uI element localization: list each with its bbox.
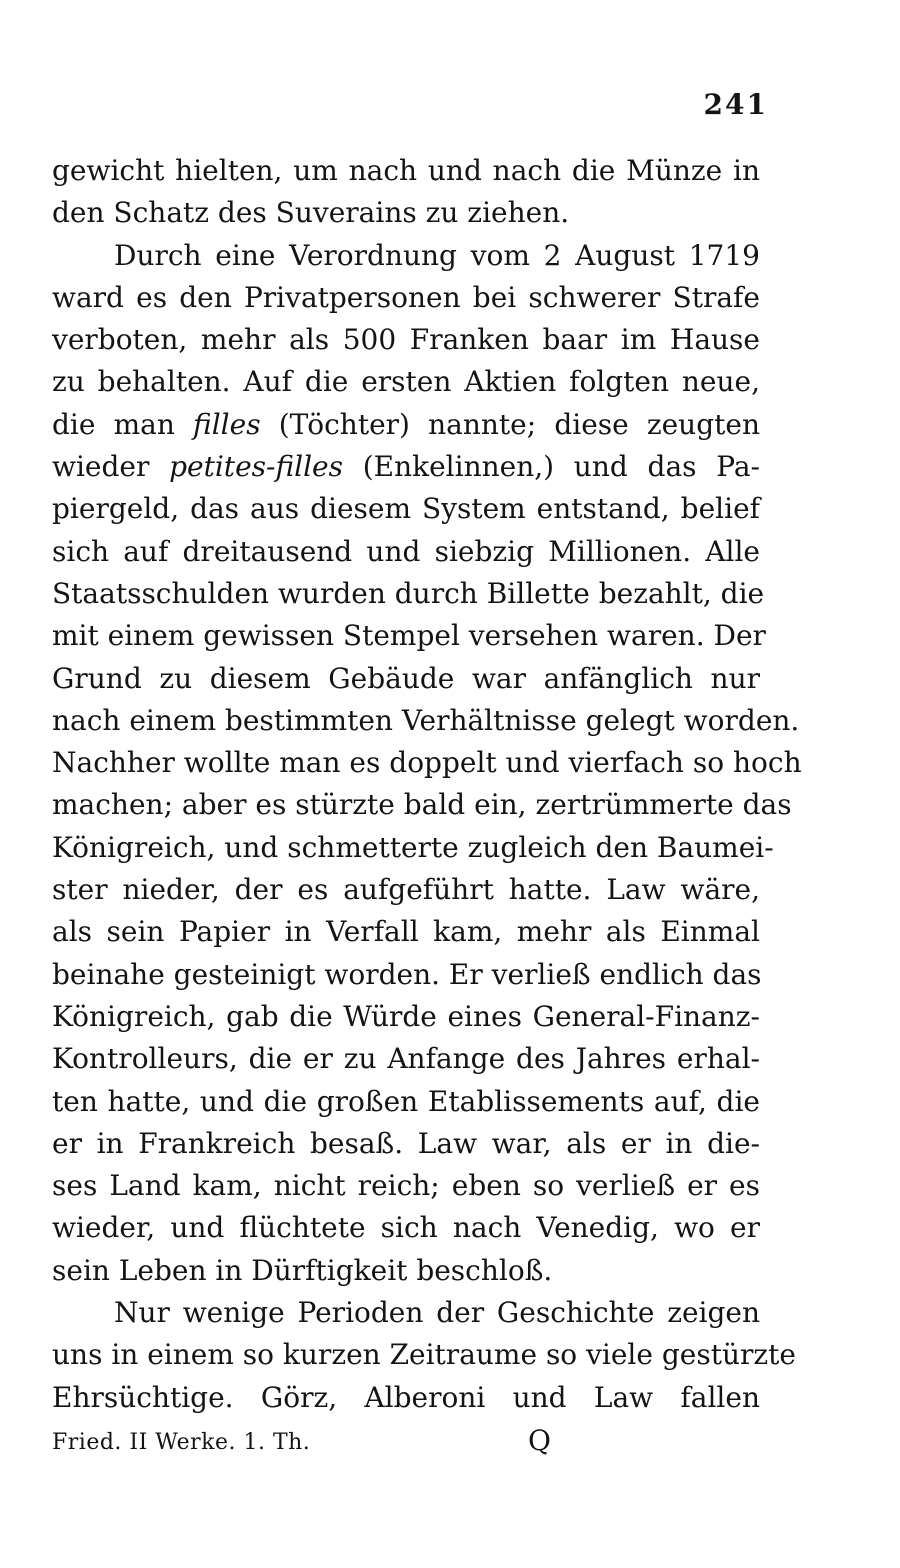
text-line: als sein Papier in Verfall kam, mehr als Einmal — [52, 915, 760, 949]
text-line: verboten, mehr als 500 Franken baar im Hause — [52, 323, 760, 357]
text-line: Kontrolleurs, die er zu Anfange des Jahres erhal- — [52, 1042, 760, 1076]
text-line: Ehrsüchtige. Görz, Alberoni und Law fallen — [52, 1380, 760, 1414]
text-line: sein Leben in Dürftigkeit beschloß. — [52, 1253, 553, 1287]
text-line: ses Land kam, nicht reich; eben so verließ er es — [52, 1169, 760, 1203]
signature-mark: Fried. II Werke. 1. Th. — [52, 1430, 311, 1455]
body-text — [52, 150, 802, 1419]
text-line: Königreich, gab die Würde eines General-Finanz- — [52, 999, 760, 1033]
text-line: Staatsschulden wurden durch Billette bezahlt, die — [52, 576, 765, 610]
text-line: Nur wenige Perioden der Geschichte zeigen — [114, 1296, 760, 1330]
text-line: sich auf dreitausend und siebzig Millionen. Alle — [52, 534, 760, 568]
text-line: piergeld, das aus diesem System entstand, belief — [52, 492, 760, 526]
text-line: nach einem bestimmten Verhältnisse gelegt worden. — [52, 703, 800, 737]
page-number: 241 — [703, 88, 768, 121]
foreign-term: petites-filles — [169, 450, 343, 484]
text-line: uns in einem so kurzen Zeitraume so viele gestürzte — [52, 1338, 796, 1372]
text-line: die man filles (Töchter) nannte; diese zeugten — [52, 407, 760, 441]
text-line: mit einem gewissen Stempel versehen waren. Der — [52, 619, 766, 653]
text-line: ward es den Privatpersonen bei schwerer Strafe — [52, 280, 760, 314]
text-line: ster nieder, der es aufgeführt hatte. Law wäre, — [52, 873, 760, 907]
text-line: machen; aber es stürzte bald ein, zertrümmerte das — [52, 788, 792, 822]
foreign-term: filles — [193, 407, 261, 441]
text-line: Nachher wollte man es doppelt und vierfach so hoch — [52, 746, 802, 780]
text-line: er in Frankreich besaß. Law war, als er in die- — [52, 1126, 760, 1160]
text-line: beinahe gesteinigt worden. Er verließ endlich das — [52, 957, 762, 991]
text-line: Königreich, und schmetterte zugleich den Baumei- — [52, 830, 774, 864]
text-line: den Schatz des Suverains zu ziehen. — [52, 196, 570, 230]
text-line: Grund zu diesem Gebäude war anfänglich nur — [52, 661, 760, 695]
text-line: zu behalten. Auf die ersten Aktien folgten neue, — [52, 365, 760, 399]
text-line: gewicht hielten, um nach und nach die Münze in — [52, 154, 760, 187]
catchword-mark: Q — [528, 1424, 551, 1457]
text-line: wieder petites-filles (Enkelinnen,) und das Pa- — [52, 450, 760, 484]
text-line: Durch eine Verordnung vom 2 August 1719 — [114, 238, 760, 272]
text-line: ten hatte, und die großen Etablissements auf, die — [52, 1084, 760, 1118]
text-line: wieder, und flüchtete sich nach Venedig, wo er — [52, 1211, 760, 1245]
